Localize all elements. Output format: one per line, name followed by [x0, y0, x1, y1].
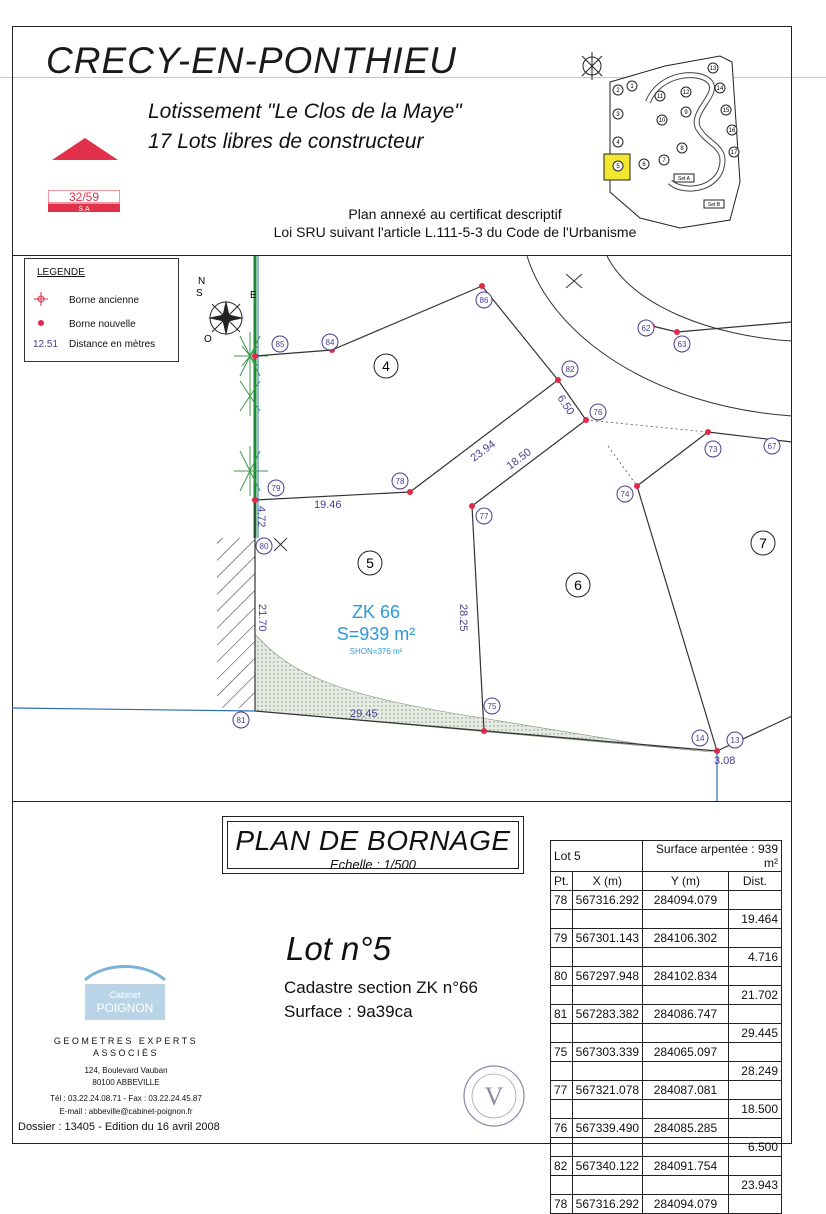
table-cell-y: 284106.302: [643, 929, 729, 948]
table-cell-y: [643, 1138, 729, 1157]
table-cell-dist: [728, 967, 781, 986]
subdivision-name: Lotissement "Le Clos de la Maye": [148, 100, 462, 123]
table-cell-x: 567340.122: [572, 1157, 642, 1176]
svg-text:POIGNON: POIGNON: [96, 1001, 154, 1015]
table-row: [551, 1081, 782, 1100]
distance-28-25: 28.25: [457, 604, 469, 632]
marker-82: 82: [565, 365, 575, 374]
marker-78: 78: [395, 477, 405, 486]
legend-distance: Distance en mètres: [69, 339, 156, 350]
svg-text:14: 14: [716, 86, 724, 92]
table-cell-pt: [551, 986, 573, 1005]
table-row: [551, 1062, 782, 1081]
marker-79: 79: [271, 484, 281, 493]
marker-81: 81: [236, 716, 246, 725]
parcel-shon: SHON=376 m²: [349, 647, 403, 656]
table-cell-y: [643, 948, 729, 967]
table-cell-x: 567321.078: [572, 1081, 642, 1100]
annex-line-1: Plan annexé au certificat descriptif: [348, 206, 562, 222]
svg-text:Set A: Set A: [678, 176, 690, 182]
marker-14: 14: [695, 734, 705, 743]
coordinates-table: [550, 840, 782, 1214]
svg-text:2: 2: [616, 88, 620, 94]
table-cell-y: 284085.285: [643, 1119, 729, 1138]
compass-s: S: [196, 288, 203, 299]
lot-5-label: 5: [366, 555, 374, 571]
compass-small-icon: [582, 52, 602, 80]
compass-o: O: [204, 334, 212, 345]
table-cell-pt: 81: [551, 1005, 573, 1024]
legend-title: LEGENDE: [37, 267, 85, 278]
svg-text:12: 12: [682, 90, 690, 96]
table-cell-dist: 6.500: [728, 1138, 781, 1157]
roof-logo-icon: [52, 138, 118, 160]
plan-title: PLAN DE BORNAGE: [235, 825, 511, 856]
svg-text:13: 13: [709, 66, 717, 72]
table-cell-x: [572, 1138, 642, 1157]
svg-text:1: 1: [630, 84, 634, 90]
svg-text:3: 3: [616, 112, 620, 118]
table-cell-x: 567316.292: [572, 891, 642, 910]
table-cell-pt: 77: [551, 1081, 573, 1100]
lots-count: 17 Lots libres de constructeur: [148, 130, 424, 153]
marker-76: 76: [593, 408, 603, 417]
table-cell-pt: [551, 910, 573, 929]
table-cell-dist: [728, 1195, 781, 1214]
lot-6-label: 6: [574, 577, 582, 593]
table-cell-y: [643, 986, 729, 1005]
firm-address-1: 124, Boulevard Vauban: [84, 1066, 168, 1075]
table-cell-y: [643, 910, 729, 929]
svg-text:10: 10: [658, 118, 666, 124]
firm-address-2: 80100 ABBEVILLE: [92, 1078, 160, 1087]
marker-85: 85: [275, 340, 285, 349]
table-cell-x: [572, 1176, 642, 1195]
table-row: [551, 891, 782, 910]
table-cell-dist: 28.249: [728, 1062, 781, 1081]
svg-text:17: 17: [730, 150, 738, 156]
table-cell-dist: [728, 1081, 781, 1100]
svg-text:11: 11: [656, 94, 664, 100]
table-cell-dist: [728, 1119, 781, 1138]
table-row: [551, 967, 782, 986]
table-row: [551, 910, 782, 929]
table-cell-pt: [551, 1176, 573, 1195]
table-row: [551, 1157, 782, 1176]
dossier-info: Dossier : 13405 - Edition du 16 avril 2008: [18, 1121, 220, 1133]
lot-4-label: 4: [382, 358, 390, 374]
table-cell-pt: 79: [551, 929, 573, 948]
table-cell-pt: 76: [551, 1119, 573, 1138]
table-cell-y: 284065.097: [643, 1043, 729, 1062]
svg-text:Set B: Set B: [707, 202, 721, 208]
town-title: CRECY-EN-PONTHIEU: [46, 40, 457, 81]
distance-19-46: 19.46: [314, 499, 342, 511]
table-row: [551, 1005, 782, 1024]
table-cell-dist: 23.943: [728, 1176, 781, 1195]
table-cell-dist: 4.716: [728, 948, 781, 967]
distance-29-45: 29.45: [350, 708, 378, 720]
table-row: [551, 1195, 782, 1214]
svg-text:5: 5: [616, 164, 620, 170]
table-cell-x: 567301.143: [572, 929, 642, 948]
company-logo-text: 32/59: [68, 190, 100, 204]
lot-title: Lot n°5: [286, 930, 391, 967]
marker-80: 80: [259, 542, 269, 551]
table-cell-pt: [551, 1138, 573, 1157]
table-cell-x: [572, 910, 642, 929]
table-cell-x: [572, 948, 642, 967]
table-cell-x: [572, 986, 642, 1005]
table-cell-y: 284094.079: [643, 891, 729, 910]
table-cell-y: [643, 1024, 729, 1043]
lot-cadastre: Cadastre section ZK n°66: [284, 978, 478, 997]
table-row: [551, 986, 782, 1005]
distance-6-50: 6.50: [554, 392, 577, 418]
annex-line-2: Loi SRU suivant l'article L.111-5-3 du Code de l'Urbanisme: [273, 224, 637, 240]
compass-icon: [196, 276, 257, 345]
legend-old-marker: Borne ancienne: [69, 295, 140, 306]
legend: [24, 258, 179, 362]
svg-text:8: 8: [680, 146, 684, 152]
table-cell-y: 284086.747: [643, 1005, 729, 1024]
table-row: [551, 1138, 782, 1157]
firm-name-1: GEOMETRES EXPERTS: [53, 1036, 199, 1046]
stamp-icon: [461, 1063, 527, 1129]
table-cell-x: 567297.948: [572, 967, 642, 986]
table-cell-x: [572, 1062, 642, 1081]
table-cell-x: 567339.490: [572, 1119, 642, 1138]
table-cell-y: 284102.834: [643, 967, 729, 986]
table-row: [551, 1100, 782, 1119]
table-cell-dist: 21.702: [728, 986, 781, 1005]
table-cell-x: 567303.339: [572, 1043, 642, 1062]
table-area: Surface arpentée : 939 m²: [643, 841, 782, 872]
table-cell-y: 284094.079: [643, 1195, 729, 1214]
table-cell-dist: [728, 929, 781, 948]
table-cell-pt: 78: [551, 1195, 573, 1214]
table-cell-dist: 18.500: [728, 1100, 781, 1119]
table-cell-y: [643, 1062, 729, 1081]
distance-21-70: 21.70: [256, 604, 268, 632]
marker-75: 75: [487, 702, 497, 711]
table-cell-pt: 80: [551, 967, 573, 986]
table-cell-pt: 78: [551, 891, 573, 910]
plan-title-box: [222, 816, 524, 874]
table-cell-y: [643, 1176, 729, 1195]
marker-67: 67: [767, 442, 777, 451]
firm-phone: Tél : 03.22.24.08.71 - Fax : 03.22.24.45.87: [50, 1094, 202, 1103]
table-cell-y: [643, 1100, 729, 1119]
table-cell-pt: [551, 1062, 573, 1081]
table-header-pt: Pt.: [551, 872, 573, 891]
new-marker-icon: [33, 315, 69, 334]
table-cell-dist: [728, 891, 781, 910]
table-row: [551, 929, 782, 948]
table-cell-x: 567283.382: [572, 1005, 642, 1024]
plan-scale: Echelle : 1/500: [329, 857, 416, 872]
firm-email: E-mail : abbeville@cabinet-poignon.fr: [59, 1107, 193, 1116]
table-cell-dist: [728, 1157, 781, 1176]
hedge-icon: [234, 332, 268, 496]
table-cell-dist: [728, 1005, 781, 1024]
table-cell-x: [572, 1100, 642, 1119]
svg-text:9: 9: [684, 110, 688, 116]
table-row: [551, 1024, 782, 1043]
old-marker-icon: [33, 291, 69, 310]
company-logo: [48, 190, 120, 212]
table-cell-x: 567316.292: [572, 1195, 642, 1214]
svg-text:16: 16: [728, 128, 736, 134]
marker-13: 13: [730, 736, 740, 745]
compass-n: N: [198, 276, 206, 287]
svg-text:7: 7: [662, 158, 666, 164]
table-cell-y: 284087.081: [643, 1081, 729, 1100]
svg-text:15: 15: [722, 108, 730, 114]
marker-62: 62: [641, 324, 651, 333]
table-cell-dist: [728, 1043, 781, 1062]
table-cell-x: [572, 1024, 642, 1043]
firm-logo: [80, 962, 170, 1024]
table-header-y: Y (m): [643, 872, 729, 891]
table-cell-pt: 75: [551, 1043, 573, 1062]
table-cell-y: 284091.754: [643, 1157, 729, 1176]
parcel-surface: S=939 m²: [336, 624, 416, 644]
firm-name-2: ASSOCIÉS: [92, 1048, 159, 1058]
site-plan-thumbnail: [570, 42, 780, 234]
table-cell-pt: 82: [551, 1157, 573, 1176]
marker-63: 63: [677, 340, 687, 349]
table-row: [551, 1176, 782, 1195]
table-cell-pt: [551, 1100, 573, 1119]
table-row: [551, 948, 782, 967]
table-cell-dist: 29.445: [728, 1024, 781, 1043]
stamp-letter: V: [484, 1082, 504, 1111]
legend-new-marker: Borne nouvelle: [69, 319, 136, 330]
marker-84: 84: [325, 338, 335, 347]
table-row: [551, 1119, 782, 1138]
parcel-id: ZK 66: [351, 602, 401, 622]
distance-23-94: 23.94: [468, 438, 498, 465]
compass-e: E: [250, 290, 257, 301]
marker-73: 73: [708, 445, 718, 454]
table-header-x: X (m): [572, 872, 642, 891]
svg-text:Cabinet: Cabinet: [109, 990, 141, 1000]
marker-86: 86: [479, 296, 489, 305]
company-logo-sub: S.A: [78, 206, 90, 212]
svg-text:6: 6: [642, 162, 646, 168]
marker-74: 74: [620, 490, 630, 499]
table-cell-dist: 19.464: [728, 910, 781, 929]
table-cell-pt: [551, 1024, 573, 1043]
lot-7-label: 7: [759, 535, 767, 551]
svg-text:4: 4: [616, 140, 620, 146]
table-row: [551, 1043, 782, 1062]
legend-distance-example: 12.51: [33, 339, 59, 350]
lot-surface: Surface : 9a39ca: [284, 1002, 413, 1021]
marker-77: 77: [479, 512, 489, 521]
distance-4-72: 4.72: [255, 506, 267, 528]
table-cell-pt: [551, 948, 573, 967]
table-header-dist: Dist.: [728, 872, 781, 891]
distance-18-50: 18.50: [504, 446, 534, 473]
distance-3-08: 3.08: [714, 755, 736, 767]
table-lot: Lot 5: [551, 841, 643, 872]
